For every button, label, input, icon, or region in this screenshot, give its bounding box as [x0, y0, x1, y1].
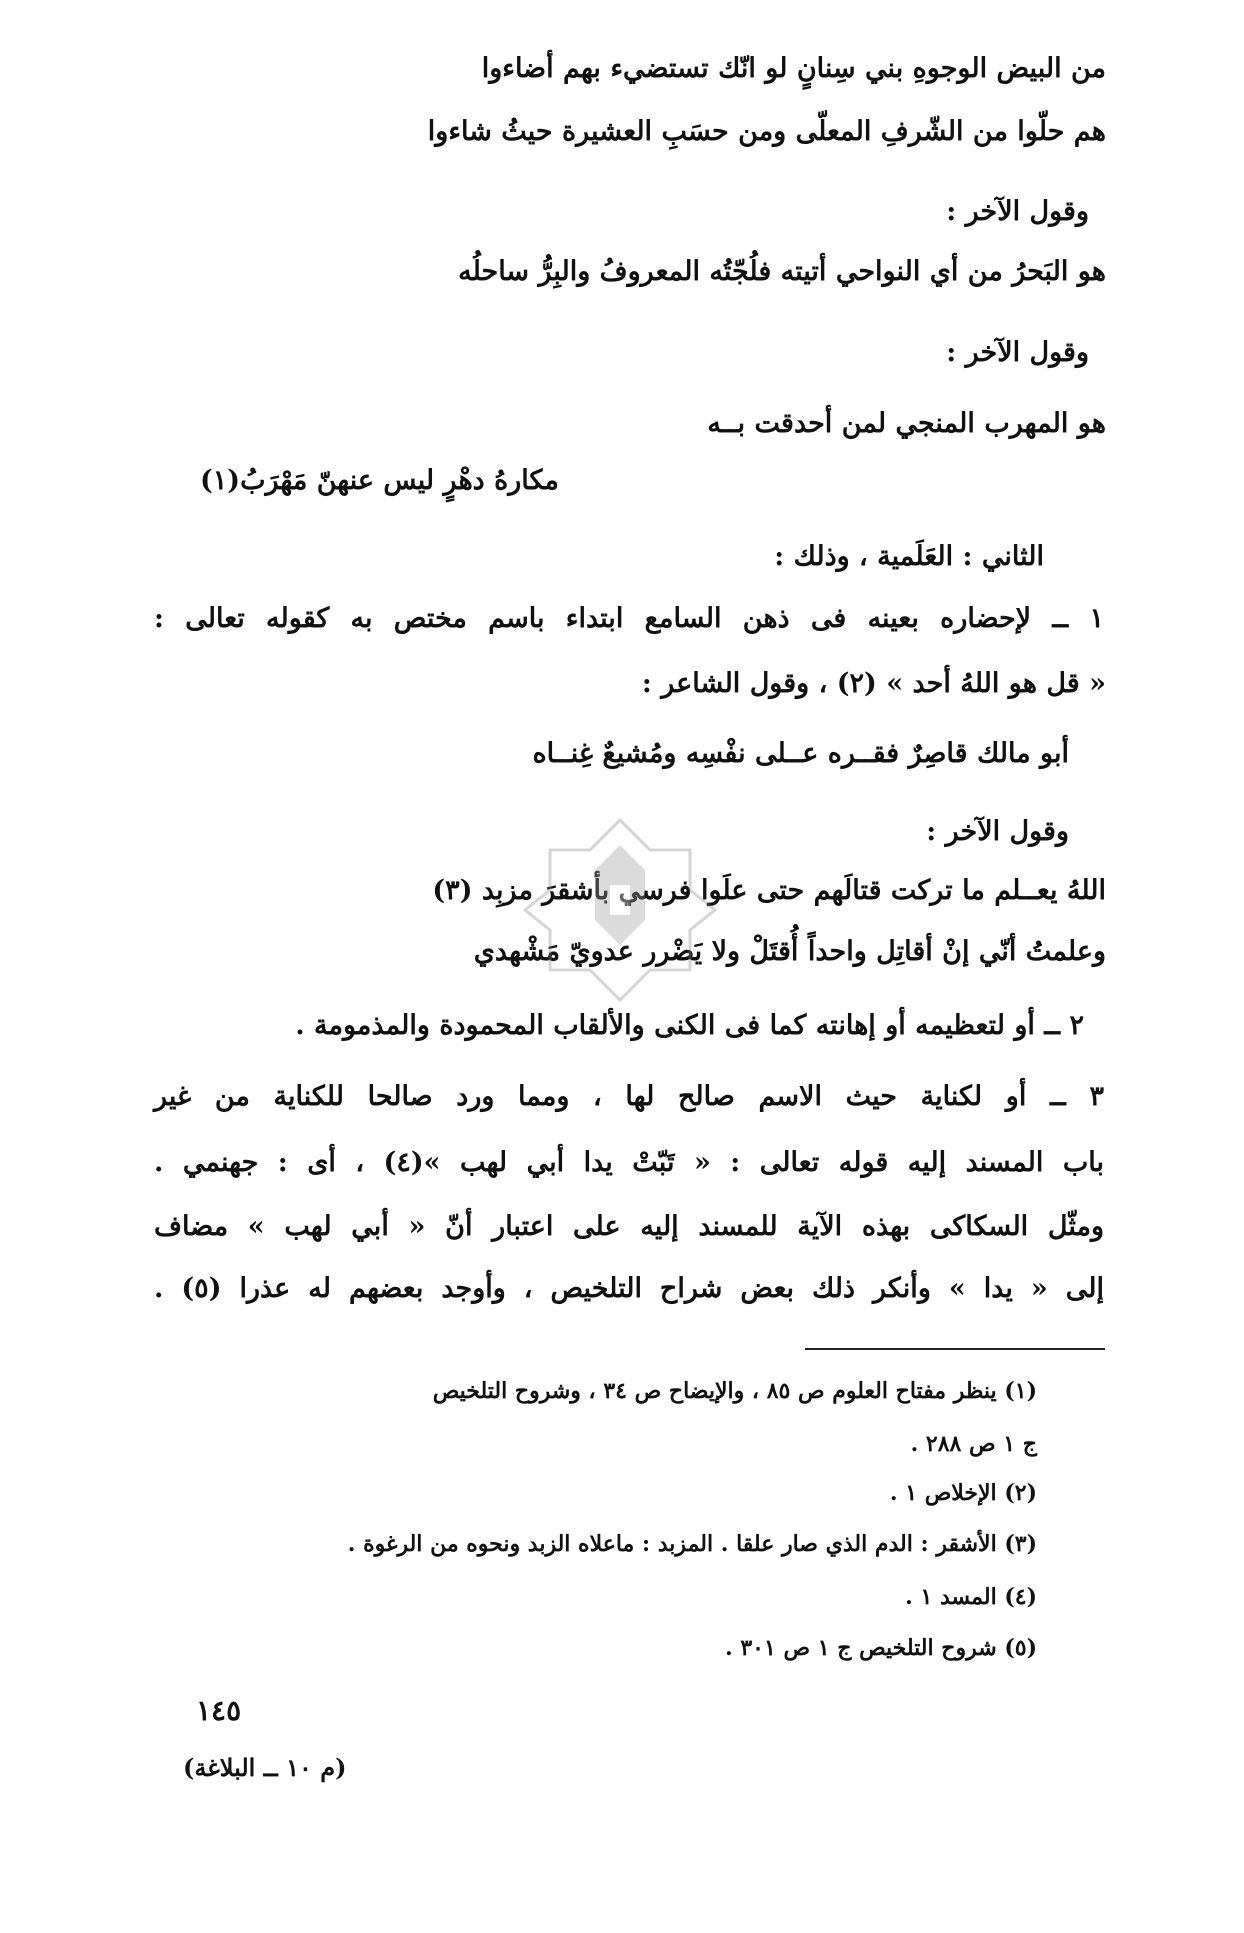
- footnote: (٥) شروح التلخيص ج ١ ص ٣٠١ .: [725, 1635, 1037, 1661]
- footnote: (٣) الأشقر : الدم الذي صار علقا . المزبد : ماعلاه الزبد ونحوه من الرغوة .: [347, 1531, 1037, 1557]
- footnote: (٤) المسد ١ .: [905, 1584, 1037, 1610]
- verse-intro: وقول الآخر :: [946, 196, 1089, 227]
- footnote: ج ١ ص ٢٨٨ .: [910, 1431, 1037, 1457]
- verse-line: هو المهرب المنجي لمن أحدقت بــه: [707, 408, 1106, 439]
- verse-line: اللهُ يعــلم ما تركت قتالَهم حتى علَوا فرسي بأشقرَ مزبِد (٣): [432, 875, 1106, 906]
- paragraph-line: ومثّل السكاكى بهذه الآية للمسند إليه على اعتبار أنّ « أبي لهب » مضاف: [154, 1211, 1104, 1242]
- verse-line: أبو مالك قاصِرٌ فقــره عــلى نفْسِه ومُشيعٌ غِنــاه: [532, 738, 1069, 769]
- paragraph-line: « قل هو اللهُ أحد » (٢) ، وقول الشاعر :: [641, 668, 1106, 699]
- paragraph-line: ٢ ــ أو لتعظيمه أو إهانته كما فى الكنى والألقاب المحمودة والمذمومة .: [295, 1010, 1084, 1041]
- paragraph-line: باب المسند إليه قوله تعالى : « تَبّتْ يدا أبي لهب »(٤) ، أى : جهنمي .: [154, 1147, 1104, 1178]
- verse-line: هو البَحرُ من أي النواحي أتيته فلُجّتُه المعروفُ والبِرُّ ساحلُه: [458, 256, 1106, 287]
- page-number: ١٤٥: [196, 1694, 242, 1727]
- footnote-divider: [805, 1348, 1105, 1350]
- printer-signature: (م ١٠ ــ البلاغة): [183, 1753, 347, 1782]
- paragraph-line: ١ ــ لإحضاره بعينه فى ذهن السامع ابتداء باسم مختص به كقوله تعالى :: [154, 603, 1104, 634]
- verse-intro: وقول الآخر :: [926, 816, 1069, 847]
- verse-line: هم حلّوا من الشّرفِ المعلّى ومن حسَبِ العشيرة حيثُ شاءوا: [427, 116, 1106, 147]
- verse-line: من البيض الوجوهِ بني سِنانٍ لو انّك تستضيء بهم أضاءوا: [481, 53, 1106, 84]
- section-heading: الثاني : العَلَمية ، وذلك :: [774, 541, 1044, 572]
- paragraph-line: ٣ ــ أو لكناية حيث الاسم صالح لها ، ومما ورد صالحا للكناية من غير: [154, 1081, 1104, 1112]
- footnote: (٢) الإخلاص ١ .: [889, 1480, 1037, 1506]
- library-seal-watermark: [520, 810, 720, 1010]
- paragraph-line: إلى « يدا » وأنكر ذلك بعض شراح التلخيص ، وأوجد بعضهم له عذرا (٥) .: [154, 1273, 1104, 1304]
- footnote: (١) ينظر مفتاح العلوم ص ٨٥ ، والإيضاح ص ٣٤ ، وشروح التلخيص: [432, 1378, 1037, 1404]
- verse-line: مكارهُ دهْرٍ ليس عنهنّ مَهْرَبُ(١): [200, 465, 559, 496]
- verse-line: وعلمتُ أنّي إنْ أقاتِل واحداً أُقتَلْ ولا يَضْرر عدويّ مَشْهدي: [473, 936, 1106, 967]
- verse-intro: وقول الآخر :: [946, 337, 1089, 368]
